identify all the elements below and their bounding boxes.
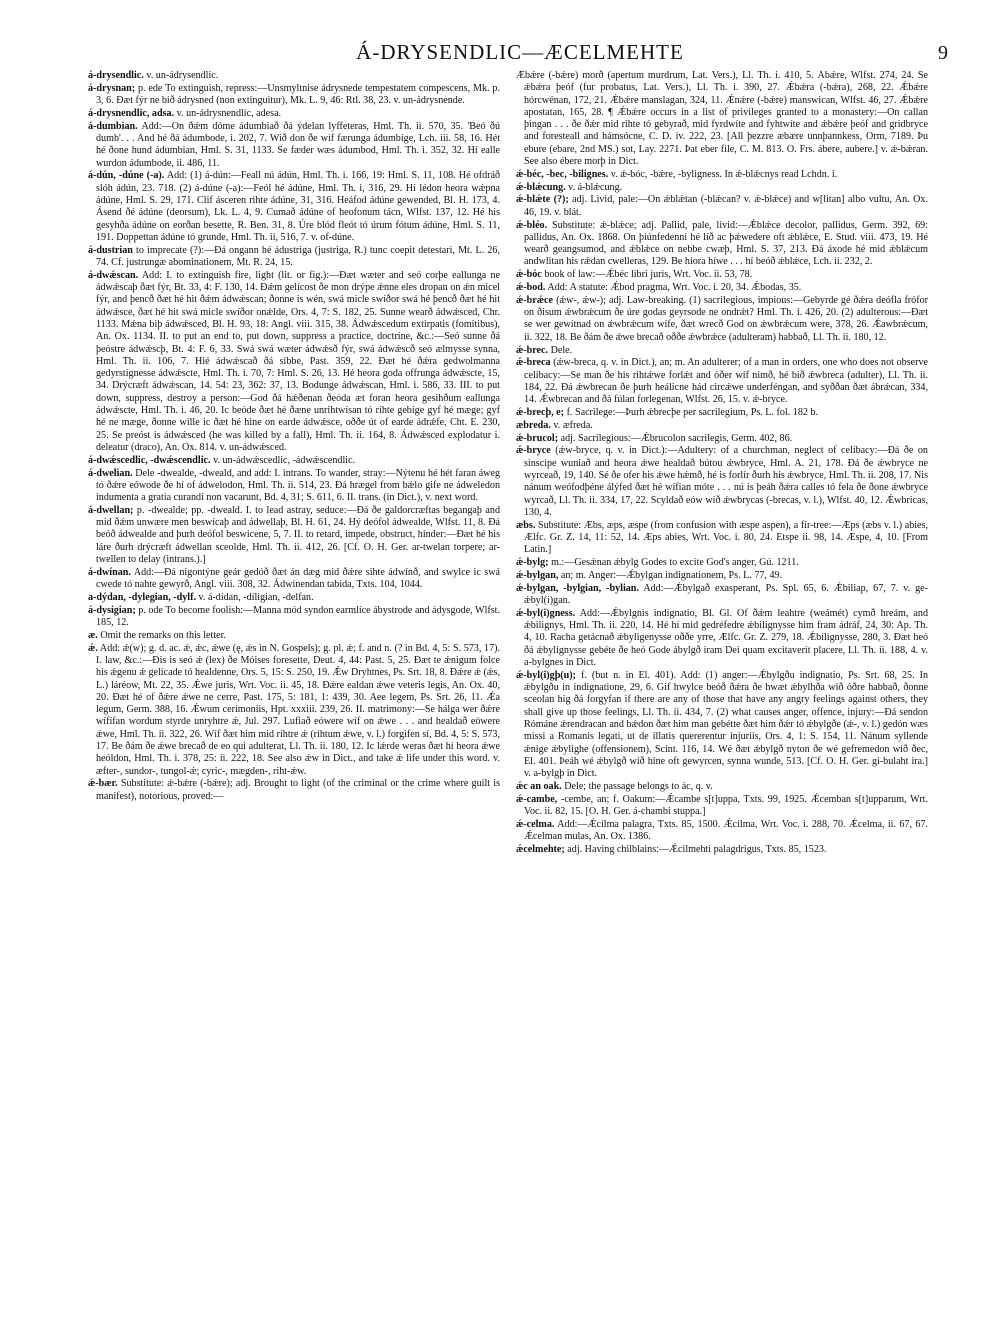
dictionary-entry — [516, 433, 928, 445]
dictionary-entry — [516, 781, 928, 793]
entry-text: Substitute: ǽ-bǽre (-bǽre); adj. Brought to light (of the criminal or the crime where guilt is manifest), notorious, proved:— — [96, 778, 500, 802]
entry-text: v. un-ádwǽscedlic, -ádwǽscendlic. — [213, 454, 356, 466]
entry-text: Dele. — [550, 344, 573, 356]
entry-text: Add: (1) á-dún:—Feall nú ádún, Hml. Th. i. 166, 19: Hml. S. 11, 108. Hé ofdráð slóh ádún, 23. 718. (2) á-dúne (-a):—Feól hé ádúne, Hml. Th. i, 316, 29. Hí lédon heora wǽpna ádúne, Hml. S. 29, 171. Clif ásceren rihte ádúne, 31, 316. Heáfod ádúne gewended, Bl. H. 173, 4. Ásend ðé ádúne (deorsum), Lk. L. 4, 9. Cumað ádúne of heofonum tácn, Wlfst. 137, 12. Hé his gesyhða ádúne on eorðan besette, R. Ben. 31, 8. Úre blód fleót tó úrum fótum ádúne, Hml. S. 11, 191. Doppettan ádúne tó grunde, Hml. Th. ii, 516, 7. v. of-dúne. — [96, 170, 500, 243]
entry-text: v. ǽ-bóc, -bǽre, -byligness. In ǽ-blǽcnys read Lchdn. i. — [610, 168, 838, 180]
entry-headword: ǽ-brecþ, e; — [516, 407, 565, 419]
dictionary-entry — [516, 608, 928, 669]
entry-headword: ǽ-bóc — [516, 269, 542, 281]
dictionary-entry — [88, 605, 500, 630]
entry-text: Add: A statute: Ǽbod pragma, Wrt. Voc. i. 20, 34. Ǽbodas, 35. — [547, 282, 802, 294]
dictionary-entry — [516, 445, 928, 519]
entry-text: v. un-ádrysendlic. — [146, 70, 219, 81]
entry-headword: ǽ-bær. — [88, 778, 118, 790]
dictionary-entry — [88, 643, 500, 778]
dictionary-entry — [88, 455, 500, 467]
entry-text: Add:—Ǽbylgað exasperant, Ps. Spl. 65, 6. Ǽbiliap, 67, 7. v. ge-ǽbyl(i)gan. — [524, 582, 928, 606]
entry-headword: á-dwǽscan. — [88, 269, 139, 281]
dictionary-entry — [516, 794, 928, 819]
entry-headword: á-drysendlic. — [88, 70, 144, 81]
entry-headword: ǽ-bylgan, — [516, 569, 559, 581]
entry-text: book of law:—Ǽbéc libri juris, Wrt. Voc. ii. 53, 78. — [544, 269, 753, 281]
dictionary-entry — [88, 567, 500, 592]
dictionary-entry — [516, 295, 928, 344]
entry-text: p. -dwealde; pp. -dweald. I. to lead astray, seduce:—Ðá ðe galdorcræftas begangaþ and mid ðǽm unwære men beswícaþ and ádwellaþ, Bl. H. 61, 24. Hý deófol ádwealde, Wlfst. 11, 8. Ðá beóð ádwealde and þurh deófol beswicene, 5, 7. II. to retard, impede, obstruct, hinder:—Ðæt hé his láre ðurh drýcræft ádwellan sceolde, Hml. Th. ii. 412, 26. [Cf. O. H. Ger. ar-twelan torpere; ar-twellen to delay (intrans.).] — [96, 504, 500, 566]
entry-headword: æbs. — [516, 519, 536, 531]
entry-text: (ǽw-, ǽw-); adj. Law-breaking. (1) sacrilegious, impious:—Gebyrde gé ðǽra deóflа frófor on ðisum ǽwbrǽcum ðe úre godas geyrsode ne ondrǽt? Hml. Th. i. 426, 20. (2) adulterous:—Ðæt se wer gewítnad on ǽwbrǽcum wífe, ðæt wrecð God on ǽwbrǽcum were, 378, 26. Ǽawbrǽcum, ii. 322, 18. Be ðám ðe ǽwe brecað oððe ǽwbrǽce (adulteram) habbað, Ll. Th. ii. 180, 12. — [524, 294, 928, 343]
dictionary-entry — [516, 70, 928, 168]
entry-headword: ǽ-bylgan, -bylgian, -bylian. — [516, 582, 639, 594]
dictionary-entry — [516, 194, 928, 219]
entry-headword: ǽ. — [88, 642, 98, 654]
entry-headword: a-dýdan, -dylegian, -dylf. — [88, 591, 196, 603]
entry-headword: ǽ-bryce — [516, 445, 551, 457]
dictionary-entry — [516, 269, 928, 281]
dictionary-entry — [516, 169, 928, 181]
entry-text: Omit the remarks on this letter. — [100, 629, 226, 641]
entry-text: adj. Sacrilegious:—Ǽbrucolon sacrilegis, Germ. 402, 86. — [560, 432, 793, 444]
dictionary-entry — [88, 83, 500, 108]
entry-headword: á-dwǽscedlic, -dwǽscendlic. — [88, 454, 211, 466]
entry-text: Substitute: Æbs, æps, æspe (from confusion with æspe aspen), a fir-tree:—Æps (æbs v. l.) abies, Ælfc. Gr. Z. 14, 11: 52, 14. Æps abies, Wrt. Voc. i. 80, 24. Etspe ii. 98, 14. Æspe, 4, 10. [From Latin.] — [524, 519, 928, 556]
entry-headword: á-dwelian. — [88, 467, 133, 479]
entry-headword: á-drysnan; — [88, 82, 136, 94]
entry-text: (ǽw-breca, q. v. in Dict.), an; m. An adulterer; of a man in orders, one who does not observe celibacy:—Se man ðe his rihtǽwe forlǽt and óðer wíf nimð, hé bið ǽwbreca (adulter), Ll. Th. ii. 184, 22. Ðá ǽwbrecan ðe þurh heálicne hád circǽwe underféngan, and syððan ðæt ábrǽcan, 334, 14. Ǽwbrecan and ðá fúlan forlegenan, Wlfst. 26, 15. v. ǽ-bryce. — [524, 357, 928, 406]
dictionary-entry — [516, 557, 928, 569]
entry-text: Dele -dwealde, -dweald, and add: I. intrans. To wander, stray:—Nýtenu hé hét faran áweg tó ðǽre eówode ðe hí of ádwelodon, Hml. Th. ii. 514, 23. Ðá hrægel from bǽlo gife ne ádweledon indumenta a gratia curandi non vacarunt, Bd. 4, 31; S. 611, 6. II. trans. (in Dict.), v. next word. — [96, 467, 500, 504]
dictionary-entry — [516, 407, 928, 419]
dictionary-entry — [88, 505, 500, 566]
dictionary-entry — [516, 220, 928, 269]
entry-text: Add:—Ǽcilma palagra, Txts. 85, 1500. Ǽcilma, Wrt. Voc. i. 288, 70. Ǽcelma, ii. 67, 67. Ǽcelman mulas, An. Ox. 1386. — [524, 818, 928, 843]
entry-headword: ǽ-bléo. — [516, 219, 548, 231]
entry-headword: ǽ-blǽcung. — [516, 181, 566, 193]
entry-headword: æbreda. — [516, 419, 551, 431]
dictionary-entry — [516, 583, 928, 608]
entry-headword: æ. — [88, 629, 98, 641]
page-number: 9 — [938, 42, 948, 64]
entry-text: v. un-ádrysnendlic, adesa. — [176, 107, 282, 119]
entry-headword: ǽcelmehte; — [516, 843, 565, 855]
entry-headword: ǽc an oak. — [516, 780, 562, 792]
dictionary-entry — [88, 630, 500, 642]
dictionary-entry — [88, 468, 500, 505]
dictionary-entry — [516, 520, 928, 557]
entry-text: an; m. Anger:—Ǽbylgan indignationem, Ps. L. 77, 49. — [560, 569, 783, 581]
right-column — [516, 70, 928, 1325]
entry-headword: á-drysnendlic, adsa. — [88, 107, 175, 119]
entry-headword: ǽ-béc, -bec, -bilignes. — [516, 168, 609, 180]
entry-text: adj. Livid, pale:—On ǽblǽtan (-blǽcan? v. ǽ-blǽce) and w[litan] albo vultu, An. Ox. 46, 19. v. blát. — [524, 194, 928, 218]
entry-text: p. ede To extinguish, repress:—Unsmyltnise ádrysnede tempestatem compescens, Mk. p. 3, 6. Ðæt fýr ne bið ádrysned (non extinguitur), Mk. L. 9, 46: Rtl. 38, 23. v. un-ádrysnende. — [96, 82, 500, 107]
entry-headword: ǽ-brec. — [516, 344, 549, 356]
entry-headword: á-dún, -dúne (-a). — [88, 170, 165, 182]
entry-headword: ǽ-brǽce — [516, 294, 553, 306]
entry-text: Add:—Ǽbylgnis indignatio, Bl. Gl. Of ðǽm leahtre (weámét) cymð hreám, and ǽbilignys, Hml. Th. ii. 220, 14. Hé hí mid gedréfedre ǽbilignysse him fram ádráf, 24, 30: Ap. Th. 4, 10. Racha getácnað ǽbyligenysse oððe yrre, Ælfc. Gr. Z. 279, 18. Ǽbilignysse, 280, 3. Ðæt heó ðá ǽbylignysse gebéte ðe heó Gode ábylgð iram Dei quam excitaverit placere, Ll. Th. ii. 188, 4. v. a-bylgnes in Dict. — [524, 607, 928, 668]
entry-text: v. æfreda. — [553, 419, 593, 431]
entry-headword: á-dwínan. — [88, 566, 131, 578]
entry-headword: ǽ-cambe, — [516, 793, 558, 805]
dictionary-entry — [88, 70, 500, 82]
entry-headword: á-dysigian; — [88, 604, 136, 616]
entry-text: Substitute: ǽ-blǽce; adj. Pallid, pale, livid:—Ǽblǽce decolor, pallidus, Germ. 392, 69: pallidus, An. Ox. 1868. On þiúnfedenni hé líð ac þǽwedere oft ǽblǽce, E. Stud. viii. 473, 19. Hé wearð geangsumod, and ǽblǽce on nebbe cwæþ, Hml. S. 37, 213. Ðá áxode hé mid ǽblǽcum andwlitan his rǽdan cwelleras, 129. Be hiora híwe . . . hí beóð ǽblǽce, Lch. ii. 232, 2. — [524, 219, 928, 268]
entry-headword: á-dwellan; — [88, 504, 134, 516]
dictionary-entry — [516, 420, 928, 432]
entry-text: Add: I. to extinguish fire, light (lit. or fig.):—Ðæt wæter and seó corþe eallunga ne ádwǽscaþ ðæt fýr, Bt. 33, 4: F. 130, 14. Ðǽm gelícost ðe mon drýpe ǽnne eles dropan on ǽn micel fýr, and þencð ðæt hé hit ðǽm ádwǽscan; ðonne is wén, swá micle swíðor swá hé þencð ðæt hé hit ádwǽsce, ðæt hé hit swá micle swíðor onǽlde, Ors. 4, 7: S. 182, 25. Sunne wearð ádwǽsced, Chr. 1133. Mǽna biþ ádwǽsced, Bl. H. 93, 18: Angl. viii. 315, 38. Ádwǽscedum extirpatis (fomitibus), An. Ox. 1134. II. to put an end to, put down, suppress a practice, doctrine, &c.:—Seó sunne ðá þeóstre ádwǽscþ, Bt. 4: F. 6, 33. Swá swá wæter ádwǽsð fýr, swá ádwǽscð seó ælmysse synna, Hml. Th. ii. 106, 7. Hié ádwǽscað ðá sibbe, Past. 359, 22. Ðæt hé ðǽra gedwolmanna gedyrstignesse ádwǽscte, Hml. Th. i. 70, 7: Hml. S. 26, 13. Hé heora goda offrunga ádwǽscte, 15, 34. Drýcræft ádwǽscan, 14. 54: 23, 362: 37, 13. Bodunge ádwǽscan, Hml. i. 586, 33. III. to put down, suppress, destroy a person:—God ðá hǽðenan ðeóda æt foran heora gesihðum eallunga ádwǽscte, Hml. Th. i. 46, 20. Ic beóde ðæt hé ðæne unrihtwísan tó rihte gebíge gyf hé mæge; gyf hé ne mæge, ðonne wille ic ðæt hé hine on earde ádwǽsce, oððe út of earde ádrǽfe, Cht. E. 230, 25. Se preóst is ádwǽsced (he was killed by a fall), Hml. Th. ii. 164, 8. Ádwǽsced explodatur i. deleatur (draco), An. Ox. 814. v. un-ádwǽsced. — [96, 269, 500, 453]
dictionary-entry — [516, 345, 928, 357]
dictionary-entry — [88, 245, 500, 270]
entry-headword: á-dustrian — [88, 244, 133, 256]
entry-text: Add: ǽ(w); g. d. ac. ǽ, ǽc, ǽwe (ę, ǽs in N. Gospels); g. pl. ǽ; f. and n. (? in Bd. 4, 5: S. 573, 17). I. law, &c.:—Ðis is seó ǽ (lex) ðe Móises foresette, Deut. 4, 44: Past. 5, 25. Ðæt te ǽnigum folce his ǽgenu ǽ gelícade tó healdenne, Ors. 5, 15: S. 250, 19. Ǽw Dryhtnes, Ps. Srt. 18, 8. Ðǽre ǽ (ǽs, L.) láréow, Mt. 22, 35. Ǽwe juris, Wrt. Voc. ii. 45, 18. Ðǽre ealdan ǽwe veteris legis, An. Ox. 40, 20. Ðæt hé of ðǽre ǽwe ne cerre, Past. 175, 5: 181, 1: 439, 30. Aee legem, Ps. Srt. 26, 11. Ǽa legum, Germ. 388, 16. Ǽwum cerimoniis, Hpt. xxxiii. 239, 26. II. matrimony:—Se hálga wer ðǽre wífífan wordum styrde unryhtre ǽ, Jul. 297. Lufiað eówere wíf on ǽwe . . . and healdað eówere ǽwe, Hml. Th. ii. 322, 26. Wíf ðæt him mid ríhtre ǽ (rihtum ǽwe, v. l.) forgifen sí, Bd. 4, 5: S. 573, 17. Be ðám ðe ǽwe brecað de eo qui adulterat, Ll. Th. ii. 180, 12. Ic lǽrde weras ðæt hí heora ǽwe heóldon, Hml. Th. i. 378, 25: ii. 222, 18. See also ǽw in Dict., and take ǽ life under this word. v. æfter-, sundor-, tungol-ǽ; cyric-, mægden-, riht-ǽw. — [96, 642, 500, 777]
dictionary-columns — [88, 70, 928, 1325]
entry-headword: ǽ-byl(i)gness. — [516, 607, 576, 619]
dictionary-entry — [516, 357, 928, 406]
entry-text: to imprecate (?):—Ðá ongann hé ádustriga (justriga, R.) tunc coepit detestari, Mt. L. 26, 74. Cf. justrungæ abominationem, Mt. R. 24, 15. — [96, 244, 500, 268]
entry-text: Add:—On ðǽm dóme ádumbiað ðá ýdelan lyffeteras, Hml. Th. ii. 570, 35. 'Beó ðú dumb'. . . And hé ðá ádumbode, i. 202, 7. Wið don ðe wíf færunga ádumbige, Lch. iii. 58, 16. Hét hé ðone hund ádumbian, Hml. S. 31, 1133. Se fæder wæs ádumbod, Hml. Th. i. 352, 32. Hí ealle wurdon ádumbode, ii. 486, 11. — [96, 120, 500, 169]
dictionary-entry — [516, 844, 928, 856]
entry-text: v. á-blǽcung. — [568, 181, 623, 193]
dictionary-entry — [516, 819, 928, 844]
dictionary-entry — [88, 270, 500, 454]
dictionary-entry — [88, 121, 500, 170]
entry-text: v. á-dídan, -díligian, -delfan. — [198, 591, 314, 603]
entry-text: -cembe, an; f. Oakum:—Ǽcambe s[t]uppa, Txts. 99, 1925. Ǽcemban s[t]upparum, Wrt. Voc. ii. 82, 15. [O. H. Ger. á-chambi stuppa.] — [524, 793, 928, 818]
entry-text: p. ode To become foolish:—Manna mód syndon earmlíce ábystrode and ádysgode, Wlfst. 185, 12. — [96, 604, 500, 629]
entry-text: f. (but n. in El. 401). Add: (1) anger:—Ǽbylgðu indignatio, Ps. Srt. 68, 25. In ǽbylgðu in indignatione, 29, 6. Gif hwylce beóð ðǽra ðe hwæt ǽbylhða wið óðre habbað, ðonne sceolan hig ðá forgyfan if there are any of those that have any angry feelings against others, they shall give up those feelings, Ll. Th. ii. 434, 7. (2) what causes anger, offence, injury:—Ðá sendon Rómáne ǽrendracan and bǽdon ðæt him man gebétte ðæt him ðǽr tó ǽbylgðe (ǽ-, v. l.) gedón wæs missi a Romanis legati, ut de illatis quererentur injuriis, Ors. 4, 1: S. 154, 11. Nánum syllende ǽnige ǽbylighe (offensionem), Scint. 116, 14. Wé ðæt ǽbylgð nyton ðe wé gefremedon wið ðec, El. 401. Þeáh wé ǽbylgð wið hine oft gewyrcen, synna wunde, 513. [Cf. O. H. Ger. gi-bulaht ira.] v. a-bylgþ in Dict. — [524, 669, 928, 780]
entry-text: Dele; the passage belongs to ác, q. v. — [564, 780, 713, 792]
entry-headword: ǽ-brucol; — [516, 432, 559, 444]
left-column — [88, 70, 500, 1325]
entry-text: (ǽw-bryce, q. v. in Dict.):—Adultery: of a churchman, neglect of celibacy:—Ðá ðe on sinscipe wuniað and heora ǽwe healdað bútou ǽwbryce, Hml. A. 21, 178. Ðá ðe ǽwbryce ne wyrceað, 19, 140. Sé ðe ofer his ǽwe hǽmð, hé is forlír ðurh his ǽwbryce, Hml. Th. ii. 208, 17. Nis nánum weófodþéne álýfed ðæt hé wífian móte . . . nú is þeáh ðǽra calles tó fela ðe ðone ǽwbryce wyrcað, Ll. Th. ii. 334, 17, 22. Scyldað eów wið ǽwbrycas (-brecas, v. l.), Wlfst. 40, 12. Ǽwbricas, 130, 4. — [524, 445, 928, 518]
entry-text: Ǽbǽre (-bǽre) morð (apertum murdrum, Lat. Vers.), Ll. Th. i. 410, 5. Ábǽre, Wlfst. 274, 24. Se ǽbǽra þeóf (fur probatus, Lat. Vers.), Ll. Th. i. 390, 27. Ǽbǽra (-bǽra), 268, 22. Ǽbǽre hórcwénan, 172, 21. Ǽbǽre manslagan, 324, 11. Ǽnǽre (-bǽre) manswican, Wlfst. 46, 27. Ǽbǽre apostatan, 165, 28. ¶ Ǽbǽre occurs in a list of privileges granted to a monastery:—On callan þingan . . . ðe ðǽr mid rihte tó gebyrað, mid fyrdwíte and fyhtwíte and ǽbǽre þeóf and gridbryce and foresteall and hámsócne, C. D. iv. 222, 23. [All þezzre æbære unnþannkess, Orm, 7189. Þu ebure (ebare, 2nd MS.) sot, Lay. 2271. Þat eber file, C. M. 813. O. Frs. ábere, aubere.] v. ǽ-bǽran. See also ébere morþ in Dict. — [516, 70, 928, 168]
entry-headword: á-dumbian. — [88, 120, 138, 132]
entry-text: m.:—Gesǽnan ǽbylg Godes to excite God's anger, Gú. 1211. — [551, 557, 799, 569]
entry-text: adj. Having chilblains:—Ǽcilmehti palagdrigus, Txts. 85, 1523. — [567, 843, 827, 855]
entry-headword: ǽ-breca — [516, 357, 551, 369]
entry-headword: ǽ-bylg; — [516, 557, 549, 569]
dictionary-entry — [88, 592, 500, 604]
dictionary-entry — [88, 170, 500, 244]
entry-headword: ǽ-blǽte (?); — [516, 194, 569, 206]
entry-headword: ǽ-bod. — [516, 282, 546, 294]
entry-headword: ǽ-celma. — [516, 818, 555, 830]
dictionary-entry — [516, 670, 928, 781]
dictionary-entry — [88, 778, 500, 803]
entry-headword: ǽ-byl(i)gþ(u); — [516, 669, 577, 681]
dictionary-entry — [516, 282, 928, 294]
entry-text: Add:—Ðá nigontýne geár gedóð ðæt án dæg mid ðǽre sihte ádwínð, and swylce ic swá cwede tó nahte gewyrð, Angl. viii. 308, 32. Ádwinendan tabida, Txts. 104, 1044. — [96, 566, 500, 591]
running-title: Á-DRYSENDLIC—ÆCELMEHTE — [356, 40, 684, 64]
dictionary-entry — [516, 182, 928, 194]
dictionary-entry — [88, 108, 500, 120]
dictionary-entry — [516, 570, 928, 582]
entry-text: f. Sacrilege:—Þurh ǽbrecþe per sacrilegium, Ps. L. fol. 182 b. — [566, 407, 819, 419]
